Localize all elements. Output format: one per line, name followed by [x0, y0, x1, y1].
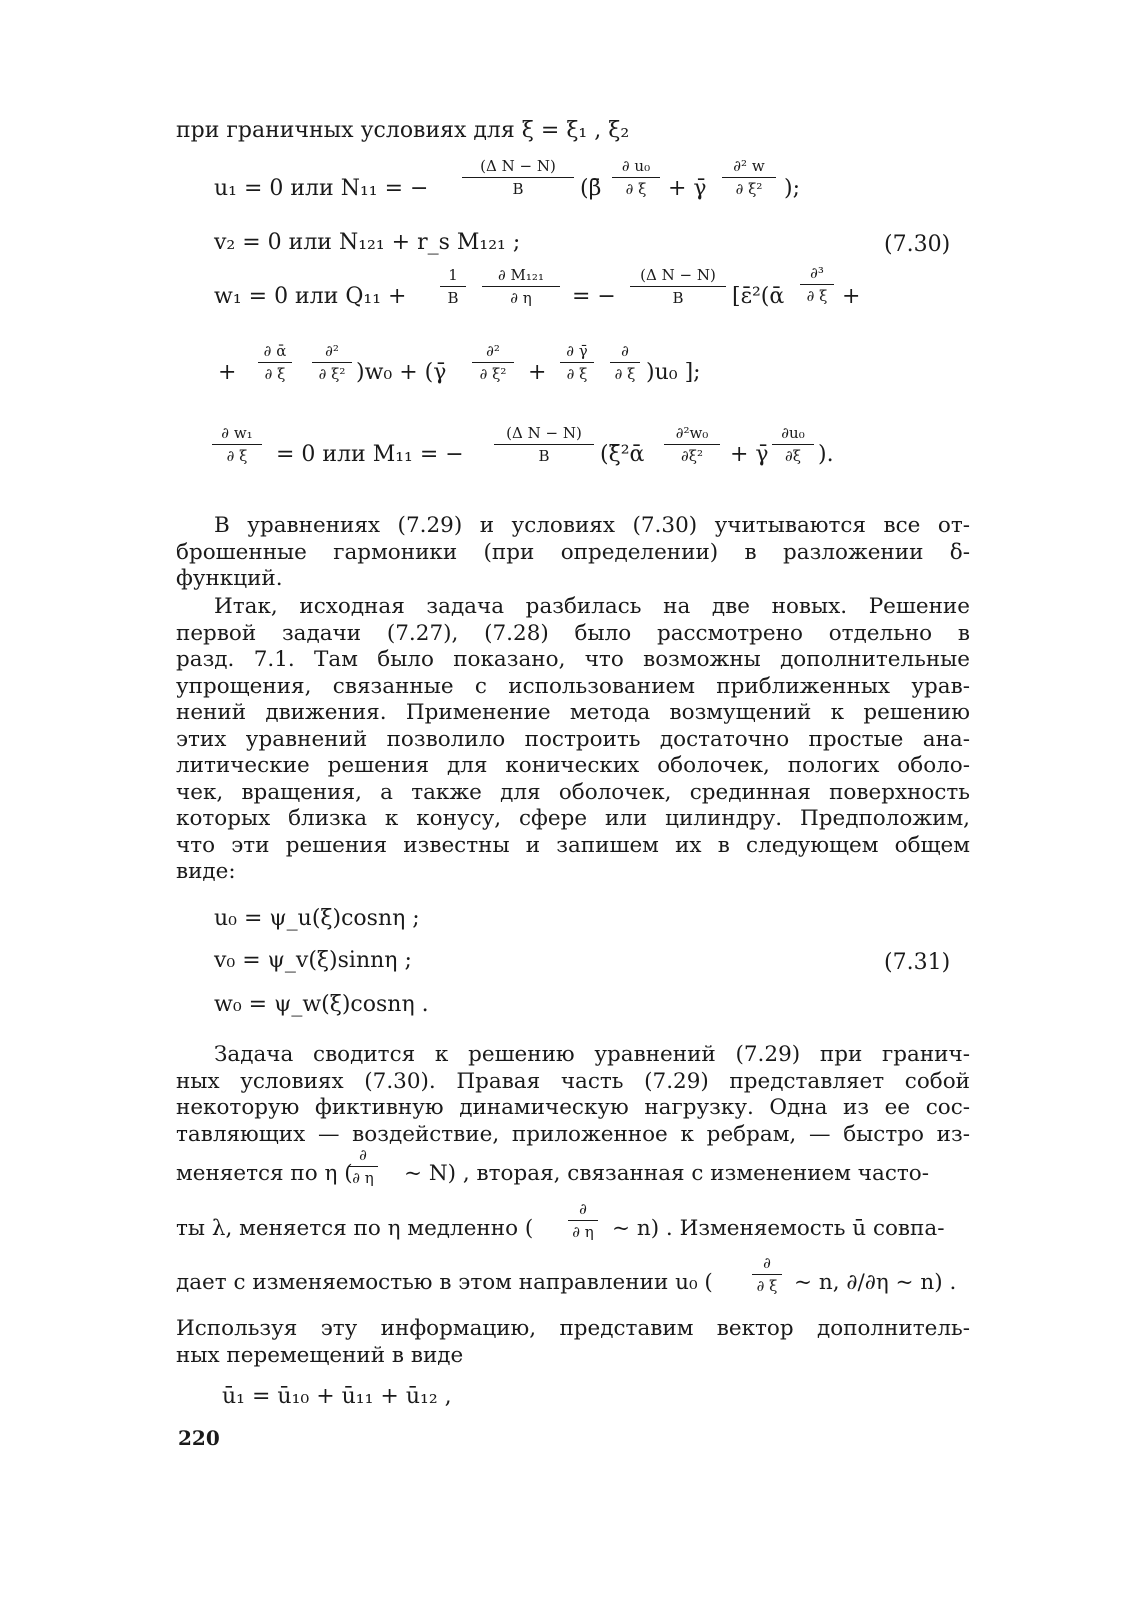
eq-7-30-line4-start: + — [218, 360, 237, 385]
paragraph-line: тавляющих — воздействие, приложенное к ребрам, — быстро из- — [176, 1121, 970, 1147]
fraction-numerator: ∂ — [621, 342, 629, 360]
eq-7-30-line5-f3 — [664, 424, 720, 465]
eq-7-30-line3-f4 — [800, 264, 834, 305]
para3-line5-b: ~ N) , вторая, связанная с изменением часто- — [404, 1161, 929, 1186]
eq-7-30-line3-bracket: [ε̄²(ᾱ — [732, 284, 785, 309]
fraction-bar — [348, 1166, 378, 1167]
fraction-numerator: ∂ γ̄ — [566, 342, 588, 360]
eq-7-30-line3-f3 — [630, 266, 726, 307]
eq-7-31-line1: u₀ = ψ_u(ξ)cosnη ; — [214, 906, 420, 931]
eq-7-30-line1-d2w — [722, 157, 776, 198]
eq-7-30-line1-end: ); — [784, 176, 800, 201]
eq-7-30-line5-f2 — [494, 424, 594, 465]
fraction-denominator: ∂ ξ — [614, 365, 636, 383]
eq-7-30-line3-end: + — [842, 284, 861, 309]
eq-7-30-line4-plus: + — [528, 360, 547, 385]
paragraph-line: виде: — [176, 859, 236, 884]
eq-7-30-line4-f3 — [472, 342, 514, 383]
fraction-bar — [630, 286, 726, 287]
fraction-denominator: ∂ ξ² — [479, 365, 507, 383]
fraction-bar — [472, 362, 514, 363]
para3-line5-a: меняется по η ( — [176, 1161, 353, 1186]
fraction-denominator: B — [538, 447, 550, 465]
fraction-denominator: ∂ ξ — [625, 180, 647, 198]
eq-7-30-line3-f1 — [440, 266, 466, 307]
eq-7-30-line3-f2 — [482, 266, 560, 307]
fraction-bar — [568, 1220, 598, 1221]
eq-7-30-line4-f4 — [560, 342, 594, 383]
fraction-bar — [612, 177, 660, 178]
paragraph-line: Используя эту информацию, представим вектор дополнитель- — [176, 1316, 970, 1341]
para3-line6-frac — [568, 1200, 598, 1241]
eq-7-31-line2: v₀ = ψ_v(ξ)sinnη ; — [214, 948, 412, 973]
paragraph-line: упрощения, связанные с использованием приближенных урав- — [176, 673, 970, 699]
paragraph-line: Итак, исходная задача разбилась на две новых. Решение — [214, 594, 970, 619]
fraction-numerator: (Δ N − N) — [506, 424, 582, 442]
fraction-denominator: ∂ ξ — [756, 1277, 778, 1295]
fraction-denominator: B — [672, 289, 684, 307]
fraction-denominator: ∂ ξ — [806, 287, 828, 305]
paragraph-line: что эти решения известны и запишем их в следующем общем — [176, 832, 970, 858]
fraction-numerator: ∂ ᾱ — [263, 342, 287, 360]
fraction-bar — [482, 286, 560, 287]
fraction-numerator: ∂ — [579, 1200, 587, 1218]
eq-7-30-line1-lhs: u₁ = 0 или N₁₁ = − — [214, 176, 429, 201]
fraction-bar — [212, 444, 262, 445]
paragraph-1 — [176, 513, 970, 593]
eq-7-30-line5-mid: = 0 или M₁₁ = − — [276, 442, 464, 467]
fraction-denominator: B — [512, 180, 524, 198]
fraction-denominator: ∂ ξ — [264, 365, 286, 383]
final-equation: ū₁ = ū₁₀ + ū₁₁ + ū₁₂ , — [222, 1384, 452, 1409]
fraction-numerator: ∂³ — [810, 264, 824, 282]
eq-7-30-line2: v₂ = 0 или N₁₂₁ + r_s M₁₂₁ ; — [214, 230, 521, 255]
fraction-bar — [752, 1274, 782, 1275]
fraction-numerator: ∂ u₀ — [621, 157, 651, 175]
page-number: 220 — [178, 1426, 220, 1450]
fraction-bar — [462, 177, 574, 178]
fraction-denominator: ∂ ξ² — [318, 365, 346, 383]
para3-line6-b: ~ n) . Изменяемость ū совпа- — [612, 1216, 945, 1241]
para3-line5-frac — [348, 1146, 378, 1187]
paragraph-line: брошенные гармоники (при определении) в разложении δ- — [176, 539, 970, 565]
fraction-numerator: ∂ — [763, 1254, 771, 1272]
paragraph-line: которых близка к конусу, сфере или цилиндру. Предположим, — [176, 806, 970, 831]
para3-line7-a: дает с изменяемостью в этом направлении u₀ ( — [176, 1270, 713, 1295]
fraction-numerator: ∂² — [486, 342, 500, 360]
paragraph-2 — [176, 594, 970, 886]
fraction-numerator: ∂²w₀ — [675, 424, 709, 442]
fraction-bar — [560, 362, 594, 363]
paragraph-line: нений движения. Применение метода возмущений к решению — [176, 700, 970, 725]
paragraph-line: ных условиях (7.30). Правая часть (7.29) представляет собой — [176, 1068, 970, 1094]
intro-line: при граничных условиях для ξ = ξ₁ , ξ₂ — [176, 118, 630, 143]
eq-7-30-line5-paren: (ξ̄²ᾱ — [600, 442, 645, 467]
fraction-numerator: 1 — [448, 266, 458, 284]
paragraph-line: функций. — [176, 566, 283, 591]
eq-7-30-line1-du0 — [612, 157, 660, 198]
fraction-bar — [610, 362, 640, 363]
paragraph-line: В уравнениях (7.29) и условиях (7.30) учитываются все от- — [214, 513, 970, 538]
fraction-denominator: B — [447, 289, 459, 307]
fraction-denominator: ∂ξ² — [680, 447, 704, 465]
paragraph-line: некоторую фиктивную динамическую нагрузку. Одна из ее сос- — [176, 1095, 970, 1120]
paragraph-line: литические решения для конических оболочек, пологих оболо- — [176, 753, 970, 778]
paragraph-line: первой задачи (7.27), (7.28) было рассмотрено отдельно в — [176, 620, 970, 646]
paragraph-line: ных перемещений в виде — [176, 1342, 464, 1368]
paragraph-line: разд. 7.1. Там было показано, что возможны дополнительные — [176, 647, 970, 672]
para3-line6-a: ты λ, меняется по η медленно ( — [176, 1216, 534, 1241]
fraction-denominator: ∂ ξ² — [735, 180, 763, 198]
eq-7-30-line4-f1 — [258, 342, 292, 383]
eq-7-30-line4-end: )u₀ ]; — [646, 360, 701, 385]
equation-number-7-31: (7.31) — [884, 950, 951, 975]
eq-7-30-line5-gamma: + γ̄ — [730, 442, 769, 467]
fraction-denominator: ∂ η — [510, 289, 532, 307]
fraction-denominator: ∂ ξ — [566, 365, 588, 383]
fraction-denominator: ∂ η — [572, 1223, 594, 1241]
paragraph-3 — [176, 1042, 970, 1148]
eq-7-30-line4-f5 — [610, 342, 640, 383]
fraction-bar — [494, 444, 594, 445]
fraction-numerator: (Δ N − N) — [480, 157, 556, 175]
para3-line7-frac — [752, 1254, 782, 1295]
paragraph-line: этих уравнений позволило построить достаточно простые ана- — [176, 726, 970, 752]
eq-7-30-line3-lhs: w₁ = 0 или Q₁₁ + — [214, 284, 407, 309]
fraction-numerator: ∂ — [359, 1146, 367, 1164]
fraction-denominator: ∂ ξ — [226, 447, 248, 465]
eq-7-30-line5-end: ). — [818, 442, 834, 467]
eq-7-30-line5-f4 — [772, 424, 814, 465]
eq-7-30-line3-mid: = − — [572, 284, 616, 309]
paragraph-4 — [176, 1316, 970, 1369]
paragraph-line: чек, вращения, а также для оболочек, срединная поверхность — [176, 779, 970, 805]
fraction-bar — [312, 362, 352, 363]
fraction-denominator: ∂ η — [352, 1169, 374, 1187]
fraction-bar — [722, 177, 776, 178]
fraction-bar — [800, 284, 834, 285]
eq-7-30-line1-beta: (β̄ — [580, 176, 602, 201]
equation-number-7-30: (7.30) — [884, 232, 951, 257]
paragraph-line: Задача сводится к решению уравнений (7.29) при гранич- — [214, 1042, 970, 1067]
eq-7-30-line1-frac — [462, 157, 574, 198]
eq-7-31-line3: w₀ = ψ_w(ξ)cosnη . — [214, 992, 429, 1017]
para3-line7-b: ~ n, ∂/∂η ~ n) . — [794, 1270, 957, 1295]
eq-7-30-line5-f1 — [212, 424, 262, 465]
fraction-numerator: ∂² w — [733, 157, 765, 175]
fraction-bar — [258, 362, 292, 363]
fraction-numerator: ∂² — [325, 342, 339, 360]
fraction-bar — [664, 444, 720, 445]
eq-7-30-line4-f2 — [312, 342, 352, 383]
fraction-numerator: ∂ w₁ — [221, 424, 253, 442]
fraction-numerator: ∂u₀ — [781, 424, 805, 442]
fraction-bar — [440, 286, 466, 287]
fraction-numerator: ∂ M₁₂₁ — [498, 266, 544, 284]
fraction-denominator: ∂ξ — [784, 447, 802, 465]
fraction-numerator: (Δ N − N) — [640, 266, 716, 284]
fraction-bar — [772, 444, 814, 445]
eq-7-30-line1-gamma: + γ̄ — [668, 176, 707, 201]
eq-7-30-line4-mid1: )w₀ + (γ̄ — [356, 360, 447, 385]
